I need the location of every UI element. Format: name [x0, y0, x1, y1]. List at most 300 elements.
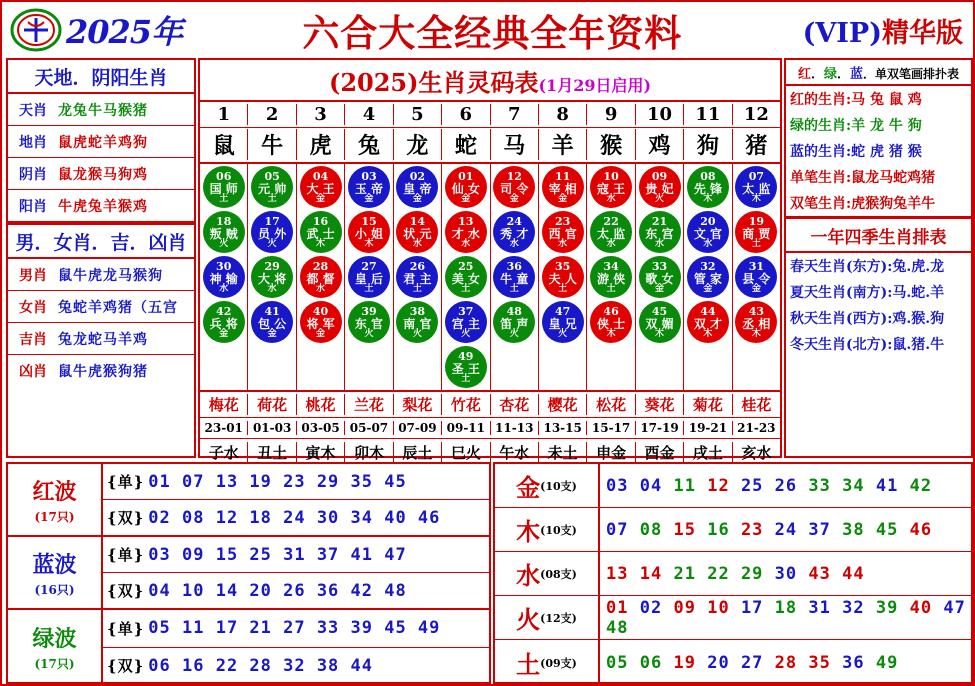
row-value: 羊 龙 牛 狗 — [851, 118, 922, 134]
row-key: 双笔生肖 — [790, 196, 846, 212]
element-number: 30 — [774, 563, 798, 584]
element-cell: 亥水 — [741, 444, 772, 462]
element-number: 35 — [808, 652, 831, 673]
row-value: 鼠龙马蛇鸡猪 — [851, 170, 936, 186]
ball-number: 33 — [651, 259, 668, 273]
wave-line — [103, 573, 489, 608]
number-ball[interactable] — [542, 301, 584, 343]
list-item: 秋天生肖(西方):鸡.猴.狗 — [790, 311, 945, 327]
vip-badge — [803, 11, 963, 50]
element-number: 23 — [740, 519, 764, 540]
hour-cell: 23-01 — [200, 421, 248, 435]
element-number: 29 — [740, 563, 764, 584]
hour-cell: 07-09 — [394, 421, 442, 435]
number-ball[interactable] — [735, 256, 777, 298]
ball-element: 木 — [316, 238, 326, 249]
ball-number: 32 — [700, 259, 716, 273]
ball-number: 02 — [409, 169, 426, 183]
ball-element: 火 — [509, 328, 519, 339]
ball-element: 金 — [316, 193, 326, 204]
element-count: (10支) — [540, 523, 577, 537]
number-ball[interactable] — [445, 301, 487, 343]
element-number: 44 — [842, 563, 865, 584]
row-value: 马.蛇.羊 — [892, 285, 945, 301]
column-number: 8 — [539, 104, 587, 125]
row-value: 牛虎兔羊猴鸡 — [58, 198, 148, 215]
zodiac-column — [636, 164, 684, 390]
wave-line — [103, 500, 489, 535]
list-item — [8, 94, 194, 126]
ball-number: 23 — [555, 214, 571, 228]
element-number: 40 — [909, 597, 933, 618]
ball-number: 25 — [458, 259, 474, 273]
ball-element: 金 — [654, 283, 664, 294]
element-count: (12支) — [540, 611, 577, 625]
wave-number-list: 04 10 14 20 26 36 42 48 — [148, 580, 407, 601]
ball-number: 11 — [555, 169, 571, 183]
number-ball[interactable] — [735, 166, 777, 208]
left-panel-title-2: 男．女肖．吉．凶肖 — [8, 225, 194, 259]
wave-line — [103, 648, 489, 685]
ball-word: 宰 相 — [548, 181, 577, 196]
list-item: 绿的生肖:羊 龙 牛 狗 — [790, 118, 922, 134]
ball-element: 金 — [703, 283, 713, 294]
element-number: 10 — [707, 597, 730, 618]
zodiac-header: 狗 — [684, 129, 732, 160]
zodiac-column — [539, 164, 587, 390]
ball-element: 水 — [509, 238, 519, 249]
wave-block — [8, 537, 489, 610]
ball-element: 木 — [606, 328, 616, 339]
ball-number: 34 — [603, 259, 619, 273]
number-ball[interactable] — [348, 211, 390, 253]
ball-number: 28 — [312, 259, 329, 273]
element-number: 25 — [740, 475, 764, 496]
hour-cell: 05-07 — [345, 421, 393, 435]
element-count: (09支) — [540, 656, 577, 670]
ball-number: 44 — [700, 304, 716, 318]
number-ball[interactable] — [493, 166, 535, 208]
table-title-sub: (1月29日启用) — [538, 76, 652, 95]
element-block — [495, 508, 971, 552]
flower-cell: 竹花 — [442, 394, 490, 415]
element-number: 07 — [606, 519, 629, 540]
number-ball[interactable] — [493, 211, 535, 253]
ball-element: 木 — [703, 328, 713, 339]
row-key: 绿的生肖 — [790, 118, 846, 134]
number-ball[interactable] — [542, 166, 584, 208]
element-label — [495, 596, 600, 639]
ball-number: 35 — [555, 259, 571, 273]
ball-word: 兵 将 — [209, 316, 238, 331]
ball-word: 东 宫 — [645, 226, 674, 241]
ball-word: 才 水 — [451, 226, 480, 241]
list-item: 单笔生肖:鼠龙马蛇鸡猪 — [790, 170, 936, 186]
zodiac-column — [733, 164, 780, 390]
ball-word: 西 官 — [548, 226, 577, 241]
ball-element: 金 — [461, 193, 471, 204]
ball-grid — [200, 164, 780, 392]
element-count: (10支) — [540, 479, 577, 493]
element-cell: 丑土 — [248, 442, 296, 463]
column-number: 5 — [394, 104, 442, 125]
element-block — [495, 552, 971, 596]
flower-cell: 兰花 — [345, 394, 393, 415]
number-ball[interactable] — [251, 166, 293, 208]
ball-number: 36 — [506, 259, 522, 273]
element-block — [495, 464, 971, 508]
wave-line — [103, 464, 489, 500]
ball-element: 火 — [364, 328, 374, 339]
ball-element: 金 — [558, 193, 568, 204]
ball-element: 金 — [364, 193, 374, 204]
wave-number-list: 01 07 13 19 23 29 35 45 — [148, 471, 407, 492]
ball-number: 13 — [458, 214, 474, 228]
zodiac-header: 蛇 — [442, 129, 490, 160]
number-ball[interactable] — [639, 166, 681, 208]
element-number-list — [600, 598, 971, 638]
number-ball[interactable] — [251, 301, 293, 343]
ball-number: 19 — [748, 214, 764, 228]
column-number: 12 — [743, 104, 769, 125]
number-ball[interactable] — [687, 211, 729, 253]
list-item — [8, 190, 194, 222]
ball-element: 木 — [654, 328, 664, 339]
number-ball[interactable] — [735, 211, 777, 253]
ball-word: 秀 才 — [500, 226, 529, 241]
ball-number: 17 — [264, 214, 280, 228]
ball-word: 南 官 — [403, 316, 432, 331]
row-value: 龙兔牛马猴猪 — [58, 102, 148, 119]
zodiac-column — [442, 164, 490, 390]
ball-element: 火 — [267, 238, 277, 249]
ball-element: 水 — [219, 283, 229, 294]
ball-element: 木 — [751, 328, 761, 339]
column-number: 6 — [442, 104, 490, 125]
list-item — [8, 323, 194, 355]
list-item — [8, 158, 194, 190]
element-number: 03 — [606, 475, 629, 496]
number-ball[interactable] — [300, 211, 342, 253]
ball-number: 10 — [603, 169, 619, 183]
ball-number: 09 — [651, 169, 668, 183]
list-item: 春天生肖(东方):兔.虎.龙 — [790, 259, 945, 275]
ball-number: 37 — [458, 304, 474, 318]
element-label — [495, 464, 600, 507]
zodiac-column — [345, 164, 393, 390]
number-ball[interactable] — [203, 301, 245, 343]
number-ball[interactable] — [639, 211, 681, 253]
element-name: 水 — [516, 561, 541, 590]
number-ball[interactable] — [687, 301, 729, 343]
number-ball[interactable] — [735, 301, 777, 343]
element-number: 18 — [774, 597, 798, 618]
ball-number: 18 — [216, 214, 232, 228]
zodiac-header-row — [200, 128, 780, 164]
ball-element: 土 — [219, 193, 229, 204]
hour-cell: 03-05 — [297, 421, 345, 435]
element-name: 金 — [516, 473, 541, 502]
element-number: 04 — [639, 475, 663, 496]
zodiac-column — [587, 164, 635, 390]
row-key: 女肖 — [19, 299, 47, 316]
number-ball[interactable] — [396, 256, 438, 298]
element-cell: 巳火 — [442, 442, 490, 463]
wave-count: (17只) — [34, 657, 75, 671]
number-ball[interactable] — [493, 256, 535, 298]
number-ball[interactable] — [251, 211, 293, 253]
zodiac-column — [684, 164, 732, 390]
column-number: 3 — [297, 104, 345, 125]
number-ball[interactable] — [687, 256, 729, 298]
number-ball[interactable] — [348, 166, 390, 208]
row-key: 吉肖 — [19, 331, 47, 348]
element-number-list — [600, 653, 971, 673]
zodiac-header: 羊 — [539, 129, 587, 160]
element-cell: 辰土 — [394, 442, 442, 463]
number-ball[interactable] — [396, 166, 438, 208]
ball-word: 夫 人 — [548, 271, 577, 286]
row-key: 天肖 — [19, 102, 47, 119]
wave-numbers — [103, 537, 489, 608]
table-title — [200, 60, 780, 102]
flower-cell: 桂花 — [741, 396, 772, 414]
hour-cell: 09-11 — [442, 421, 490, 435]
ball-number: 41 — [264, 304, 280, 318]
ball-word: 大 将 — [258, 271, 287, 286]
ball-number: 49 — [458, 349, 474, 363]
flower-cell: 杏花 — [491, 394, 539, 415]
number-ball[interactable] — [445, 166, 487, 208]
flower-cell: 梅花 — [200, 394, 248, 415]
wave-label — [8, 464, 103, 535]
ball-number: 15 — [361, 214, 377, 228]
element-cell: 戌土 — [684, 442, 732, 463]
ball-element: 水 — [654, 238, 664, 249]
number-ball[interactable] — [542, 211, 584, 253]
header — [4, 4, 971, 56]
number-ball[interactable] — [396, 301, 438, 343]
ball-element: 金 — [509, 193, 519, 204]
number-ball[interactable] — [590, 166, 632, 208]
element-number: 34 — [842, 475, 865, 496]
row-value: 兔龙蛇马羊鸡 — [58, 331, 148, 348]
row-value: 鼠牛虎猴狗猪 — [58, 363, 148, 380]
ball-element: 火 — [558, 328, 568, 339]
ball-number: 07 — [748, 169, 764, 183]
ball-element: 水 — [412, 238, 422, 249]
row-value: 兔蛇羊鸡猪（五宫 — [58, 299, 178, 316]
element-cell: 未土 — [539, 442, 587, 463]
list-item: 夏天生肖(南方):马.蛇.羊 — [790, 285, 945, 301]
element-cell: 子水 — [200, 442, 248, 463]
column-number-row — [200, 102, 780, 128]
element-number: 38 — [842, 519, 865, 540]
ball-number: 31 — [748, 259, 764, 273]
element-number: 26 — [774, 475, 798, 496]
number-ball[interactable] — [493, 301, 535, 343]
number-ball[interactable] — [542, 256, 584, 298]
logo-icon — [8, 7, 64, 53]
element-number: 45 — [875, 519, 899, 540]
element-count: (08支) — [540, 567, 577, 581]
row-value: 马 兔 鼠 鸡 — [851, 92, 922, 108]
hour-cell: 13-15 — [539, 421, 587, 435]
hour-cell: 17-19 — [636, 421, 684, 435]
ball-element: 火 — [461, 328, 471, 339]
wave-parity-tag: {双} — [107, 509, 145, 527]
ball-word: 大 王 — [306, 181, 335, 196]
ball-element: 火 — [654, 193, 664, 204]
ball-word: 小 姐 — [354, 226, 384, 241]
wave-name: 蓝波 — [32, 551, 77, 578]
number-ball[interactable] — [203, 166, 245, 208]
ball-number: 03 — [361, 169, 377, 183]
wave-numbers — [103, 610, 489, 684]
ball-number: 26 — [409, 259, 426, 273]
wave-line — [103, 610, 489, 648]
ball-number: 22 — [603, 214, 619, 228]
ball-word: 侠 士 — [596, 316, 626, 331]
ball-number: 42 — [216, 304, 232, 318]
zodiac-header: 猪 — [745, 133, 768, 159]
vip-prefix: (VIP) — [802, 17, 882, 49]
ball-word: 君 主 — [403, 271, 432, 286]
zodiac-header: 马 — [491, 129, 539, 160]
row-value: 鼠.猪.牛 — [892, 337, 945, 353]
ball-word: 县 令 — [742, 271, 771, 286]
element-cell: 酉金 — [636, 442, 684, 463]
number-ball[interactable] — [348, 256, 390, 298]
column-number: 1 — [200, 104, 248, 125]
zodiac-column — [200, 164, 248, 390]
number-ball[interactable] — [300, 256, 342, 298]
ball-element: 火 — [219, 238, 229, 249]
ball-word: 商 贾 — [742, 226, 771, 241]
left-panel — [6, 58, 196, 458]
flower-cell: 荷花 — [248, 394, 296, 415]
element-number-list — [600, 476, 971, 496]
ball-number: 40 — [312, 304, 329, 318]
element-cell: 寅木 — [297, 442, 345, 463]
zodiac-header: 鼠 — [200, 129, 248, 160]
ball-word: 元 帅 — [258, 181, 287, 196]
wave-number-list: 06 16 22 28 32 38 44 — [148, 655, 373, 676]
flower-cell: 桃花 — [297, 394, 345, 415]
ball-number: 30 — [216, 259, 232, 273]
number-ball[interactable] — [590, 256, 632, 298]
element-label — [495, 508, 600, 551]
number-ball[interactable] — [445, 256, 487, 298]
zodiac-header: 鸡 — [636, 129, 684, 160]
row-key: 红的生肖 — [790, 92, 846, 108]
zodiac-column — [394, 164, 442, 390]
element-number: 02 — [639, 597, 663, 618]
wave-line — [103, 537, 489, 573]
element-number-list — [600, 520, 971, 540]
number-ball[interactable] — [203, 211, 245, 253]
list-item: 红的生肖:马 兔 鼠 鸡 — [790, 92, 922, 108]
year-label: 2025年 — [66, 13, 183, 51]
wave-block — [8, 464, 489, 537]
number-ball[interactable] — [445, 211, 487, 253]
number-ball[interactable] — [590, 211, 632, 253]
element-number: 27 — [740, 652, 764, 673]
number-ball[interactable] — [590, 301, 632, 343]
row-key: 凶肖 — [19, 363, 47, 380]
flower-cell: 松花 — [587, 394, 635, 415]
number-ball[interactable] — [251, 256, 293, 298]
number-ball[interactable] — [300, 166, 342, 208]
number-ball[interactable] — [687, 166, 729, 208]
zodiac-header: 牛 — [248, 129, 296, 160]
ball-word: 司 令 — [500, 181, 529, 196]
ball-word: 叛 贼 — [209, 226, 238, 241]
ball-word: 皇 兄 — [548, 316, 577, 331]
ball-number: 45 — [651, 304, 668, 318]
row-key: 单笔生肖 — [790, 170, 846, 186]
ball-element: 土 — [364, 283, 374, 294]
number-ball[interactable] — [639, 301, 681, 343]
ball-element: 水 — [703, 238, 713, 249]
ball-element: 金 — [316, 328, 326, 339]
ball-word: 贵 妃 — [645, 181, 674, 196]
zodiac-header: 龙 — [394, 129, 442, 160]
element-number: 16 — [707, 519, 730, 540]
ball-element: 土 — [412, 283, 422, 294]
number-ball[interactable] — [348, 301, 390, 343]
ball-word: 歌 女 — [645, 271, 674, 286]
ball-element: 土 — [509, 283, 519, 294]
page-title: 六合大全经典全年资料 — [302, 11, 683, 55]
ball-element: 金 — [267, 328, 277, 339]
element-number: 05 — [606, 652, 629, 673]
number-ball[interactable] — [639, 256, 681, 298]
element-number: 14 — [639, 563, 663, 584]
vip-suffix: 精华版 — [882, 17, 963, 49]
number-ball[interactable] — [396, 211, 438, 253]
ball-element: 金 — [219, 328, 229, 339]
number-ball[interactable] — [203, 256, 245, 298]
flower-cell: 梨花 — [394, 394, 442, 415]
zodiac-column — [248, 164, 296, 390]
column-number: 4 — [345, 104, 393, 125]
ball-word: 管 家 — [693, 271, 723, 286]
element-cell: 申金 — [587, 442, 635, 463]
flower-cell: 樱花 — [539, 394, 587, 415]
wave-label — [8, 610, 103, 684]
ball-number: 14 — [409, 214, 426, 228]
wave-number-list: 02 08 12 18 24 30 34 40 46 — [148, 507, 441, 528]
ball-word: 圣 王 — [451, 361, 480, 376]
ball-number: 05 — [264, 169, 280, 183]
element-number: 20 — [707, 652, 730, 673]
number-ball[interactable] — [445, 346, 487, 388]
list-item: 蓝的生肖:蛇 虎 猪 猴 — [790, 144, 922, 160]
row-value: 鼠牛虎龙马猴狗 — [58, 267, 163, 284]
zodiac-header: 虎 — [297, 129, 345, 160]
wave-name: 绿波 — [32, 626, 77, 652]
ball-number: 16 — [312, 214, 329, 228]
number-ball[interactable] — [300, 301, 342, 343]
hour-cell: 15-17 — [587, 421, 635, 435]
list-item: 冬天生肖(北方):鼠.猪.牛 — [790, 337, 945, 353]
row-key: 阳肖 — [19, 198, 47, 215]
zodiac-header: 兔 — [345, 129, 393, 160]
flower-row — [200, 392, 780, 418]
ball-word: 文 官 — [693, 226, 723, 241]
ball-word: 太 监 — [742, 181, 771, 196]
